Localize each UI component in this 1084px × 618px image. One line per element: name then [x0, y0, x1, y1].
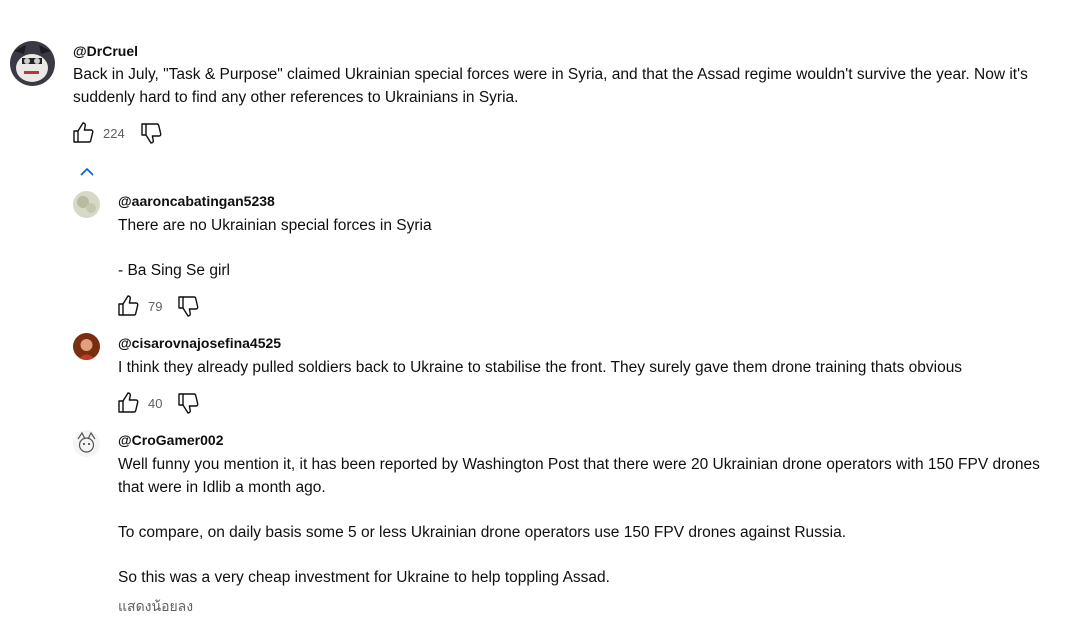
comment-author[interactable]: @DrCruel: [73, 43, 138, 59]
dislike-button[interactable]: [176, 294, 200, 318]
avatar-cisarovnajosefina[interactable]: [73, 333, 100, 360]
like-button[interactable]: [116, 391, 140, 415]
thumbs-down-icon: [139, 121, 163, 145]
like-count: 40: [148, 395, 163, 411]
thumbs-up-icon: [116, 391, 140, 415]
reply-author[interactable]: @cisarovnajosefina4525: [118, 335, 282, 351]
reply-text: Well funny you mention it, it has been reported by Washington Post that there were 20 Ukrainian drone operators with 150 FPV drones that were in Idlib a month ago. To compare, on daily basis some 5 or less Ukrainian drone operators use 150 FPV drones against Russia. So this was a very cheap investment for Ukraine to help toppling Assad.: [118, 456, 1040, 586]
like-button[interactable]: [116, 294, 140, 318]
comment-actions: [71, 121, 163, 145]
thumbs-down-icon: [176, 391, 200, 415]
dislike-button[interactable]: [139, 121, 163, 145]
reply-actions: [116, 294, 200, 318]
show-less-link[interactable]: แสดงน้อยลง: [118, 598, 194, 614]
like-button[interactable]: [71, 121, 95, 145]
reply-text: There are no Ukrainian special forces in Syria - Ba Sing Se girl: [118, 217, 432, 279]
like-count: 224: [103, 125, 125, 141]
thumbs-down-icon: [176, 294, 200, 318]
avatar-aaroncabatingan[interactable]: [73, 191, 100, 218]
dislike-button[interactable]: [176, 391, 200, 415]
chevron-up-icon: [77, 162, 97, 182]
avatar-crogamer[interactable]: [73, 430, 100, 457]
thumbs-up-icon: [116, 294, 140, 318]
avatar-drcruel[interactable]: [10, 41, 55, 86]
thumbs-up-icon: [71, 121, 95, 145]
like-count: 79: [148, 298, 163, 314]
reply-author[interactable]: @aaroncabatingan5238: [118, 193, 275, 209]
hide-replies-button[interactable]: [77, 162, 97, 182]
reply-actions: [116, 391, 200, 415]
comment-text: Back in July, "Task & Purpose" claimed Ukrainian special forces were in Syria, and that the Assad regime wouldn't survive the year. Now it's suddenly hard to find any other references to Ukrainians in Syria.: [73, 66, 1033, 106]
reply-text: I think they already pulled soldiers back to Ukraine to stabilise the front. They surely gave them drone training thats obvious: [118, 359, 963, 376]
reply-author[interactable]: @CroGamer002: [118, 432, 224, 448]
